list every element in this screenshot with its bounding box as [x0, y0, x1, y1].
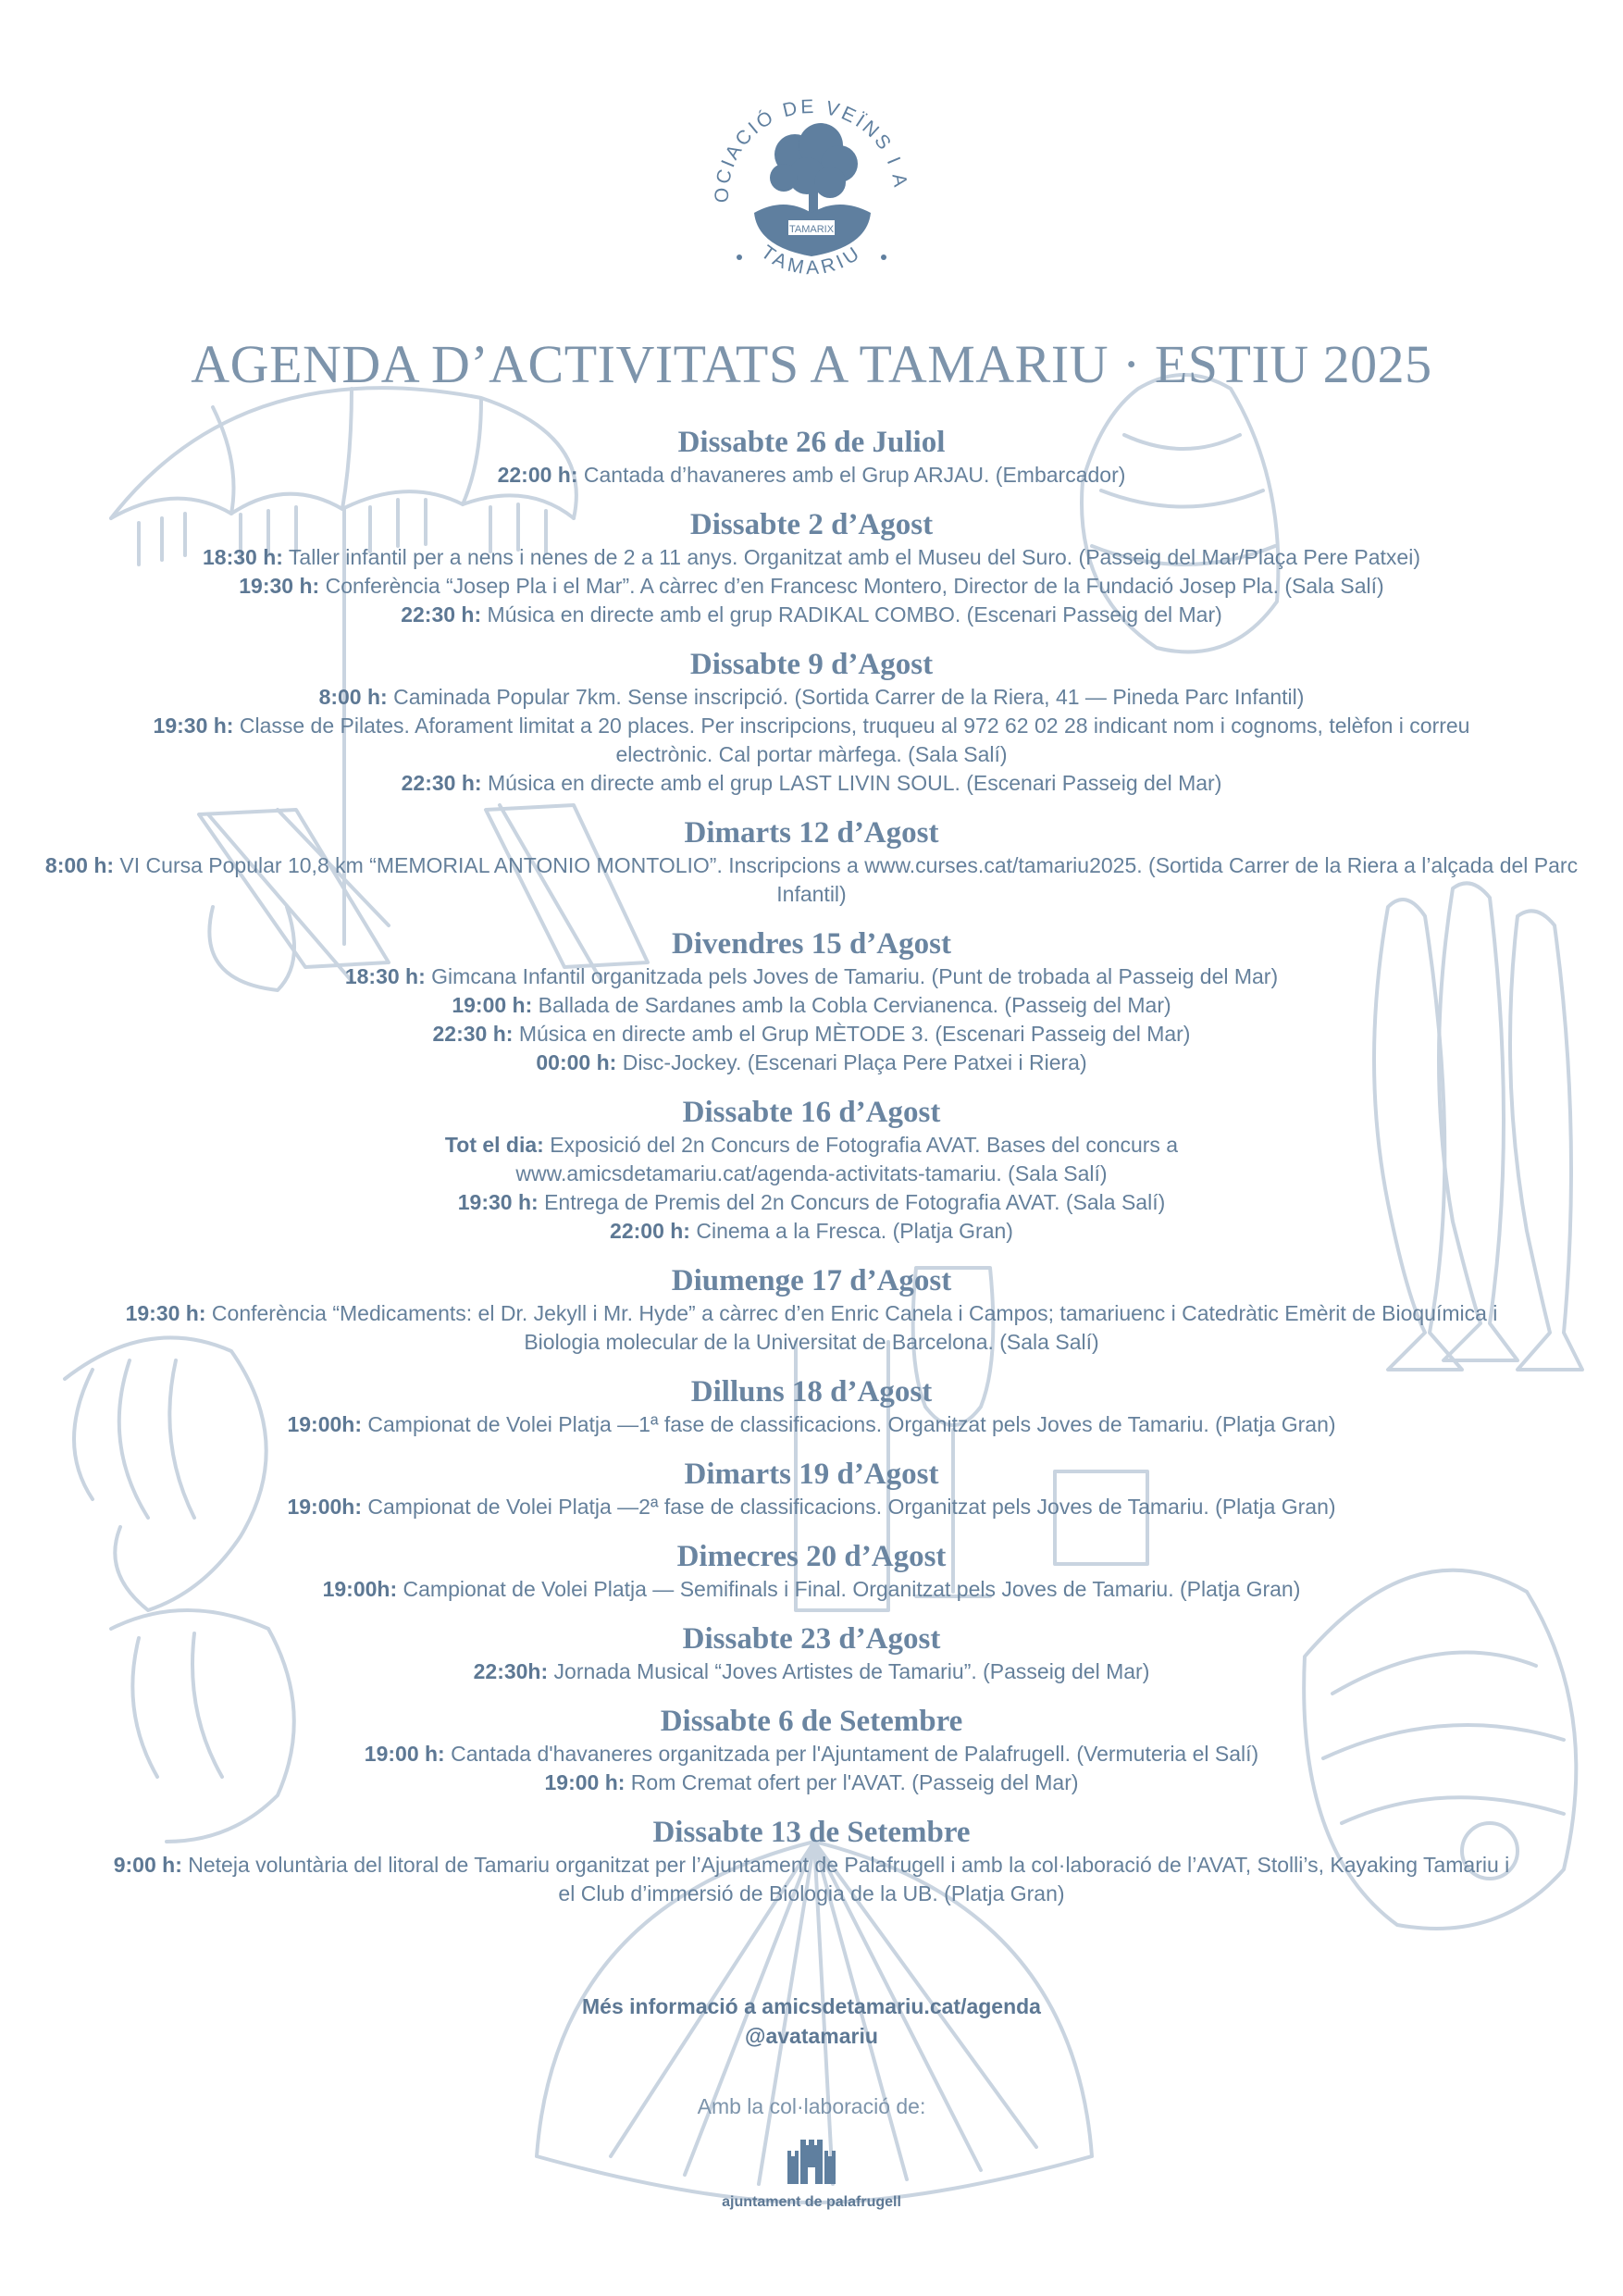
event-text: Campionat de Volei Platja —1ª fase de classificacions. Organitzat pels Joves de Tamariu. (Platja Gran) [362, 1412, 1336, 1436]
logo-ring-text: OCIACIÓ DE VEÏNS I A [711, 95, 911, 204]
day-title: Dissabte 26 de Juliol [677, 426, 946, 459]
day-block [37, 1094, 1586, 1246]
day-title: Dissabte 16 d’Agost [682, 1096, 941, 1129]
event-text: Campionat de Volei Platja —2ª fase de classificacions. Organitzat pels Joves de Tamariu. (Platja Gran) [362, 1495, 1336, 1519]
event-text: Cantada d'havaneres organitzada per l'Ajuntament de Palafrugell. (Vermuteria el Salí) [444, 1742, 1259, 1766]
event-line [37, 1657, 1586, 1686]
day-title: Dimarts 12 d’Agost [684, 816, 939, 850]
event-line [37, 1410, 1586, 1439]
event-line [37, 1217, 1586, 1246]
day-title: Dimarts 19 d’Agost [684, 1458, 939, 1491]
event-time: 19:30 h: [457, 1190, 539, 1214]
day-title: Divendres 15 d’Agost [672, 927, 951, 961]
event-time: 19:00 h: [364, 1742, 445, 1766]
day-block [37, 1538, 1586, 1604]
event-time: 19:30 h: [239, 574, 320, 598]
event-time: 19:00 h: [544, 1770, 626, 1794]
agenda-list [37, 424, 1586, 1925]
event-text: Classe de Pilates. Aforament limitat a 20 places. Per inscripcions, truqueu al 972 62 02 28 indicant nom i cognoms, telèfon i correu electrònic. Cal portar màrfega. (Sala Salí) [233, 714, 1470, 766]
event-text: Jornada Musical “Joves Artistes de Tamariu”. (Passeig del Mar) [548, 1659, 1150, 1683]
event-text: Cinema a la Fresca. (Platja Gran) [689, 1219, 1013, 1243]
event-line [37, 1851, 1586, 1908]
event-line [37, 1049, 1586, 1077]
event-text: Rom Cremat ofert per l'AVAT. (Passeig del Mar) [625, 1770, 1079, 1794]
day-title: Dissabte 13 de Setembre [652, 1816, 971, 1849]
event-text: Cantada d’havaneres amb el Grup ARJAU. (Embarcador) [577, 463, 1126, 487]
event-line [37, 1020, 1586, 1049]
day-block [37, 646, 1586, 798]
day-block [37, 1814, 1586, 1908]
event-text: Música en directe amb el Grup MÈTODE 3. (Escenari Passeig del Mar) [513, 1022, 1191, 1046]
event-text: Gimcana Infantil organitzada pels Joves de Tamariu. (Punt de trobada al Passeig del Mar) [425, 964, 1279, 988]
event-line [37, 461, 1586, 490]
day-title: Dissabte 23 d’Agost [682, 1622, 941, 1656]
event-line [37, 1740, 1586, 1769]
event-line [37, 1769, 1586, 1797]
event-line [37, 712, 1586, 769]
event-line [37, 683, 1586, 712]
event-text: Caminada Popular 7km. Sense inscripció. (Sortida Carrer de la Riera, 41 — Pineda Parc Infantil) [387, 685, 1305, 709]
event-line [37, 1188, 1586, 1217]
day-block [37, 925, 1586, 1077]
event-time: 8:00 h: [318, 685, 388, 709]
event-time: 00:00 h: [536, 1050, 617, 1074]
event-line [37, 1575, 1586, 1604]
event-text: Exposició del 2n Concurs de Fotografia AVAT. Bases del concurs a www.amicsdetamariu.cat/agenda-activitats-tamariu. (Sala Salí) [515, 1133, 1179, 1185]
info-link[interactable]: Més informació a amicsdetamariu.cat/agenda [582, 1994, 1041, 2018]
day-title: Dimecres 20 d’Agost [676, 1540, 947, 1573]
event-time: 18:30 h: [203, 545, 283, 569]
event-line [37, 601, 1586, 629]
event-time: 22:00 h: [610, 1219, 690, 1243]
event-time: 19:30 h: [125, 1301, 206, 1325]
page-title: AGENDA D’ACTIVITATS A TAMARIU · ESTIU 2025 [191, 334, 1432, 394]
event-text: Conferència “Josep Pla i el Mar”. A càrrec d’en Francesc Montero, Director de la Fundació Josep Pla. (Sala Salí) [319, 574, 1384, 598]
event-line [37, 1493, 1586, 1521]
logo-bottom-text: TAMARIU [757, 241, 866, 279]
event-time: 19:00 h: [452, 993, 533, 1017]
event-time: 22:00 h: [497, 463, 578, 487]
day-title: Diumenge 17 d’Agost [671, 1264, 952, 1297]
event-time: 22:30 h: [401, 771, 482, 795]
event-text: Música en directe amb el grup RADIKAL COMBO. (Escenari Passeig del Mar) [481, 602, 1222, 627]
event-line [37, 851, 1586, 909]
event-time: Tot el dia: [444, 1133, 544, 1157]
day-block [37, 506, 1586, 629]
event-text: Música en directe amb el grup LAST LIVIN SOUL. (Escenari Passeig del Mar) [481, 771, 1222, 795]
event-line [37, 1299, 1586, 1357]
sponsor-logo [696, 2140, 927, 2251]
event-text: Disc-Jockey. (Escenari Plaça Pere Patxei i Riera) [616, 1050, 1087, 1074]
day-block [37, 1373, 1586, 1439]
event-time: 18:30 h: [344, 964, 426, 988]
event-line [37, 1131, 1586, 1188]
event-time: 19:30 h: [153, 714, 234, 738]
event-text: Taller infantil per a nens i nenes de 2 a 11 anys. Organitzat amb el Museu del Suro. (Passeig del Mar/Plaça Pere Patxei) [282, 545, 1420, 569]
event-time: 19:00h: [322, 1577, 398, 1601]
event-line [37, 962, 1586, 991]
association-logo [691, 67, 932, 316]
event-text: Conferència “Medicaments: el Dr. Jekyll i Mr. Hyde” a càrrec d’en Enric Canela i Campos; tamariuenc i Catedràtic Emèrit de Bioquímica i Biologia molecular de la Universitat de Barcelona. (Sala Salí) [205, 1301, 1498, 1354]
event-time: 19:00h: [287, 1412, 362, 1436]
collaboration-label: Amb la col·laboració de: [697, 2094, 926, 2118]
event-time: 9:00 h: [113, 1853, 182, 1877]
day-block [37, 1262, 1586, 1357]
event-line [37, 769, 1586, 798]
event-time: 22:30 h: [432, 1022, 514, 1046]
logo-emblem [691, 67, 932, 316]
event-line [37, 543, 1586, 572]
castle-icon [784, 2140, 839, 2188]
event-time: 8:00 h: [44, 853, 115, 877]
event-time: 22:30 h: [401, 602, 482, 627]
day-block [37, 814, 1586, 909]
event-text: Neteja voluntària del litoral de Tamariu organitzat per l’Ajuntament de Palafrugell i amb la col·laboració de l’AVAT, Stolli’s, Kayaking Tamariu i el Club d’immersió de Biologia de la UB. (Platja Gran) [181, 1853, 1510, 1905]
event-text: Entrega de Premis del 2n Concurs de Fotografia AVAT. (Sala Salí) [538, 1190, 1166, 1214]
day-block [37, 424, 1586, 490]
more-info [0, 1992, 1623, 2051]
day-title: Dissabte 2 d’Agost [689, 508, 934, 541]
logo-badge-text: TAMARIX [788, 224, 835, 235]
event-line [37, 991, 1586, 1020]
day-block [37, 1620, 1586, 1686]
event-time: 22:30h: [473, 1659, 549, 1683]
sponsor-name: ajuntament de palafrugell [722, 2194, 901, 2210]
day-block [37, 1703, 1586, 1797]
day-block [37, 1456, 1586, 1521]
day-title: Dissabte 6 de Setembre [660, 1705, 963, 1738]
event-line [37, 572, 1586, 601]
day-title: Dilluns 18 d’Agost [690, 1375, 933, 1409]
day-title: Dissabte 9 d’Agost [689, 648, 934, 681]
social-handle[interactable]: @avatamariu [745, 2024, 878, 2048]
event-time: 19:00h: [287, 1495, 362, 1519]
event-text: Campionat de Volei Platja — Semifinals i Final. Organitzat pels Joves de Tamariu. (Platja Gran) [397, 1577, 1301, 1601]
event-text: VI Cursa Popular 10,8 km “MEMORIAL ANTONIO MONTOLIO”. Inscripcions a www.curses.cat/tamariu2025. (Sortida Carrer de la Riera a l’alçada del Parc Infantil) [114, 853, 1579, 906]
event-text: Ballada de Sardanes amb la Cobla Cervianenca. (Passeig del Mar) [532, 993, 1171, 1017]
